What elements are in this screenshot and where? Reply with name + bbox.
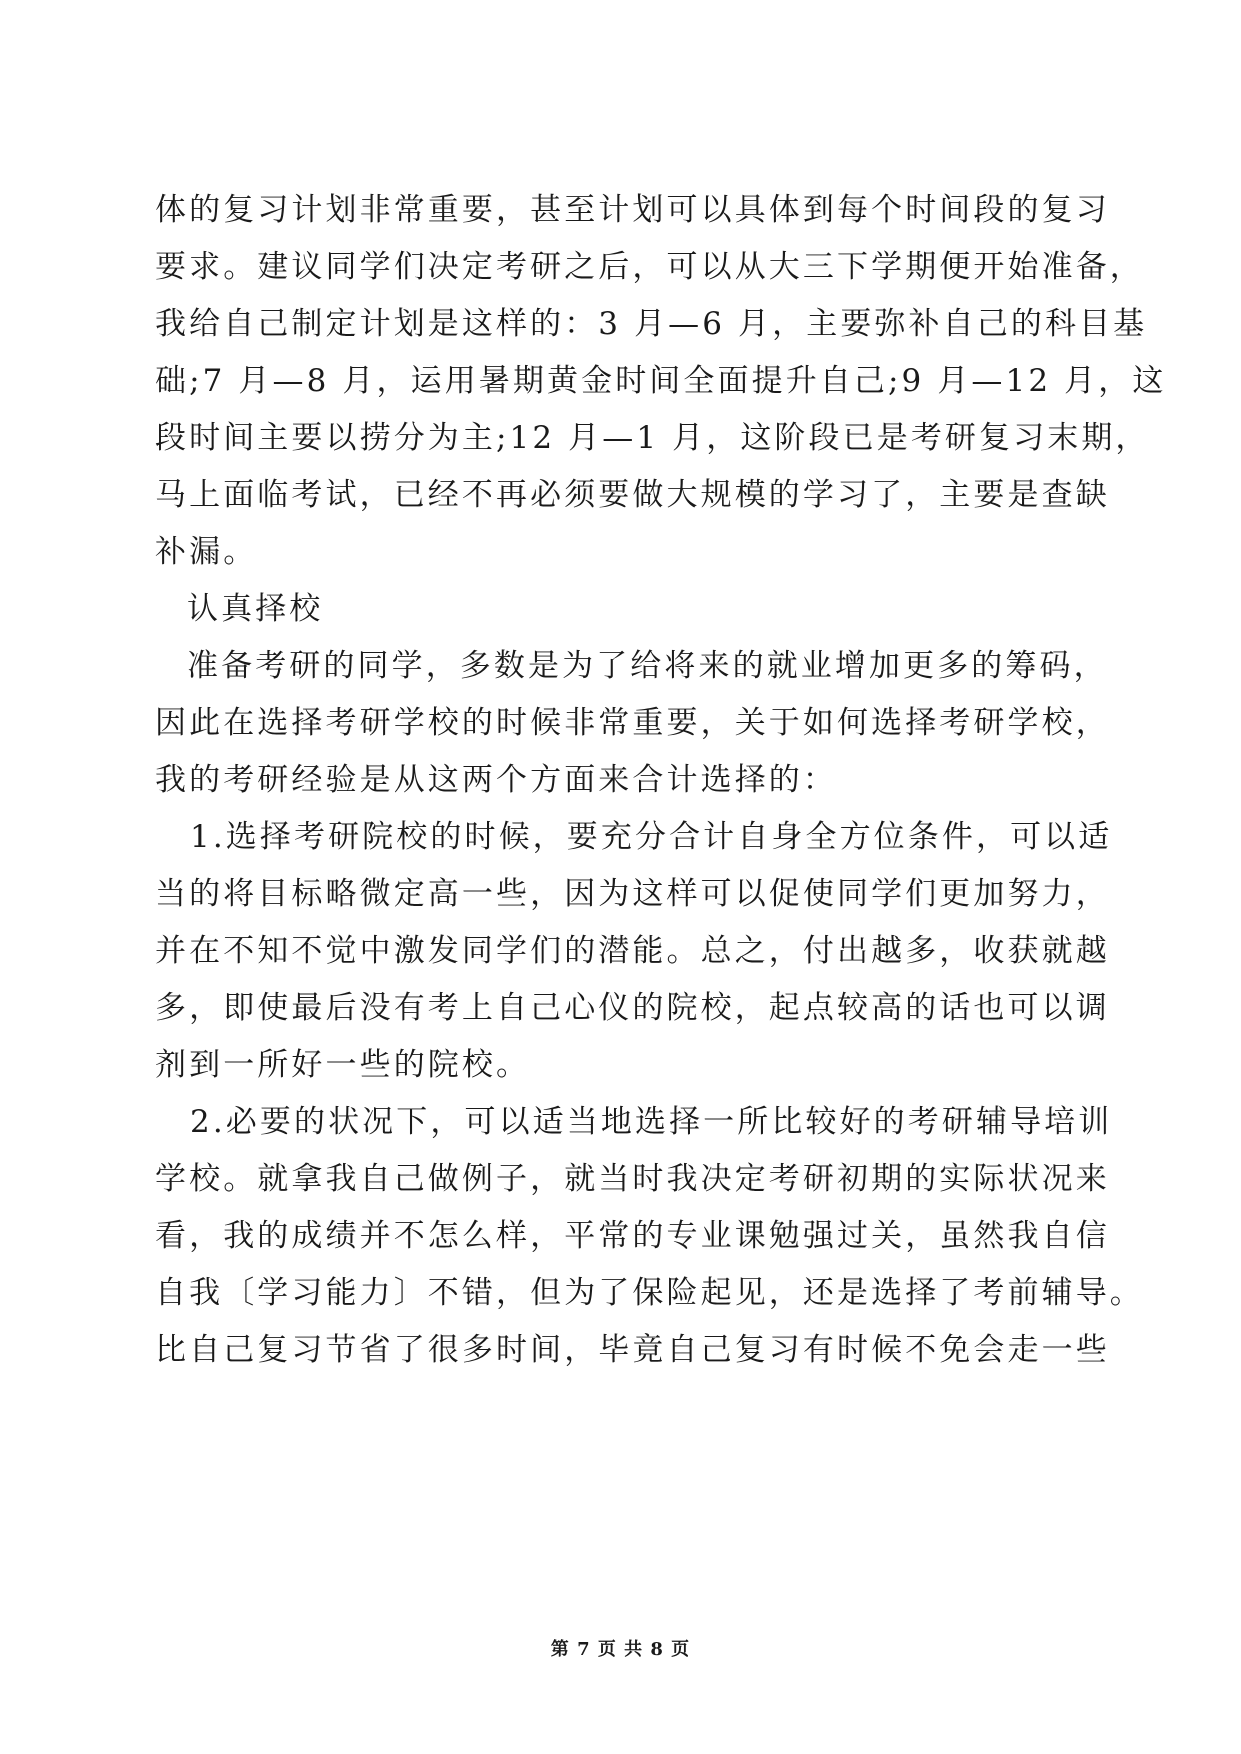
- body-line: 剂到一所好一些的院校。: [155, 1047, 531, 1083]
- body-line: 段时间主要以捞分为主;12 月—1 月，这阶段已是考研复习末期，: [155, 420, 1150, 456]
- body-line: 比自己复习节省了很多时间，毕竟自己复习有时候不免会走一些: [155, 1332, 1110, 1368]
- body-line: 当的将目标略微定高一些，因为这样可以促使同学们更加努力，: [155, 876, 1110, 912]
- body-line: 我给自己制定计划是这样的：3 月—6 月，主要弥补自己的科目基: [155, 306, 1148, 342]
- body-line: 补漏。: [155, 534, 258, 570]
- list-item-line: 2.必要的状况下，可以适当地选择一所比较好的考研辅导培训: [190, 1104, 1113, 1140]
- body-line: 础;7 月—8 月，运用暑期黄金时间全面提升自己;9 月—12 月，这: [155, 363, 1167, 399]
- body-line: 学校。就拿我自己做例子，就当时我决定考研初期的实际状况来: [155, 1161, 1110, 1197]
- body-line: 因此在选择考研学校的时候非常重要，关于如何选择考研学校，: [155, 705, 1110, 741]
- body-line: 准备考研的同学，多数是为了给将来的就业增加更多的筹码，: [187, 648, 1108, 684]
- body-line: 并在不知不觉中激发同学们的潜能。总之，付出越多，收获就越: [155, 933, 1110, 969]
- body-line: 我的考研经验是从这两个方面来合计选择的：: [155, 762, 837, 798]
- body-line: 看，我的成绩并不怎么样，平常的专业课勉强过关，虽然我自信: [155, 1218, 1110, 1254]
- list-item-line: 1.选择考研院校的时候，要充分合计自身全方位条件，可以适: [190, 819, 1113, 855]
- body-line: 体的复习计划非常重要，甚至计划可以具体到每个时间段的复习: [155, 192, 1110, 228]
- body-line: 多，即使最后没有考上自己心仪的院校，起点较高的话也可以调: [155, 990, 1110, 1026]
- body-line: 要求。建议同学们决定考研之后，可以从大三下学期便开始准备，: [155, 249, 1144, 285]
- body-line: 自我〔学习能力〕不错，但为了保险起见，还是选择了考前辅导。: [155, 1275, 1144, 1311]
- page-number-footer: 第 7 页 共 8 页: [550, 1639, 691, 1660]
- section-heading: 认真择校: [187, 591, 324, 627]
- body-line: 马上面临考试，已经不再必须要做大规模的学习了，主要是查缺: [155, 477, 1110, 513]
